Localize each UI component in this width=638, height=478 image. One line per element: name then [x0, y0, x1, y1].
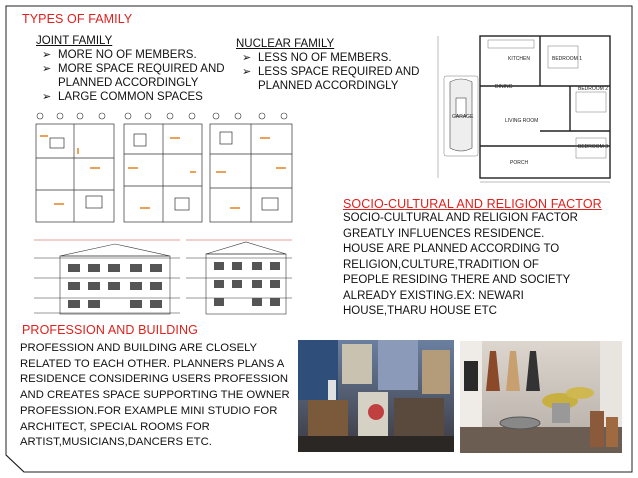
plan-label-bedroom2: BEDROOM 2 — [578, 86, 609, 92]
plan-label-garage: GARAGE — [452, 114, 474, 120]
list-item: ➢ LESS SPACE REQUIRED AND PLANNED ACCORDINGLY — [238, 65, 428, 93]
socio-cultural-heading: SOCIO-CULTURAL AND RELIGION FACTOR — [343, 197, 602, 211]
plan-label-kitchen: KITCHEN — [508, 56, 530, 62]
types-of-family-heading: TYPES OF FAMILY — [22, 12, 133, 26]
art-studio-photo — [298, 340, 454, 452]
list-item: ➢ LARGE COMMON SPACES — [38, 90, 233, 104]
nuclear-family-list — [238, 51, 428, 93]
plan-label-bedroom1: BEDROOM 1 — [552, 56, 583, 62]
plan-label-dining: DINING — [495, 84, 513, 90]
joint-family-plans-image — [30, 108, 300, 330]
plan-label-bedroom3: BEDROOM 3 — [578, 144, 609, 150]
plan-label-living: LIVING ROOM — [505, 118, 539, 124]
plan-label-porch: PORCH — [510, 160, 529, 166]
nuclear-family-title: NUCLEAR FAMILY — [236, 38, 335, 50]
joint-family-title: JOINT FAMILY — [36, 35, 113, 47]
music-room-photo — [460, 341, 622, 453]
socio-cultural-body: SOCIO-CULTURAL AND RELIGION FACTOR GREATLY INFLUENCES RESIDENCE. HOUSE ARE PLANNED ACCORDING TO RELIGION,CULTURE,TRADITION OF PEOPLE RESIDING THERE AND SOCIETY ALREADY EXISTING.EX: NEWARI HOUSE,THARU HOUSE ETC — [343, 212, 578, 317]
profession-heading: PROFESSION AND BUILDING — [22, 323, 198, 337]
profession-body: PROFESSION AND BUILDING ARE CLOSELY RELATED TO EACH OTHER. PLANNERS PLANS A RESIDENCE CONSIDERING USERS PROFESSION AND CREATES SPACE SUPPORTING THE OWNER PROFESSION.FOR EXAMPLE MINI STUDIO FOR ARCHITECT, SPECIAL ROOMS FOR ARTIST,MUSICIANS,DANCERS ETC. — [20, 342, 290, 449]
list-item: ➢ MORE SPACE REQUIRED AND PLANNED ACCORDINGLY — [38, 62, 233, 90]
nuclear-floor-plan-image — [430, 26, 625, 186]
joint-family-list — [38, 48, 233, 104]
list-item: ➢ MORE NO OF MEMBERS. — [38, 48, 233, 62]
list-item: ➢ LESS NO OF MEMBERS. — [238, 51, 428, 65]
